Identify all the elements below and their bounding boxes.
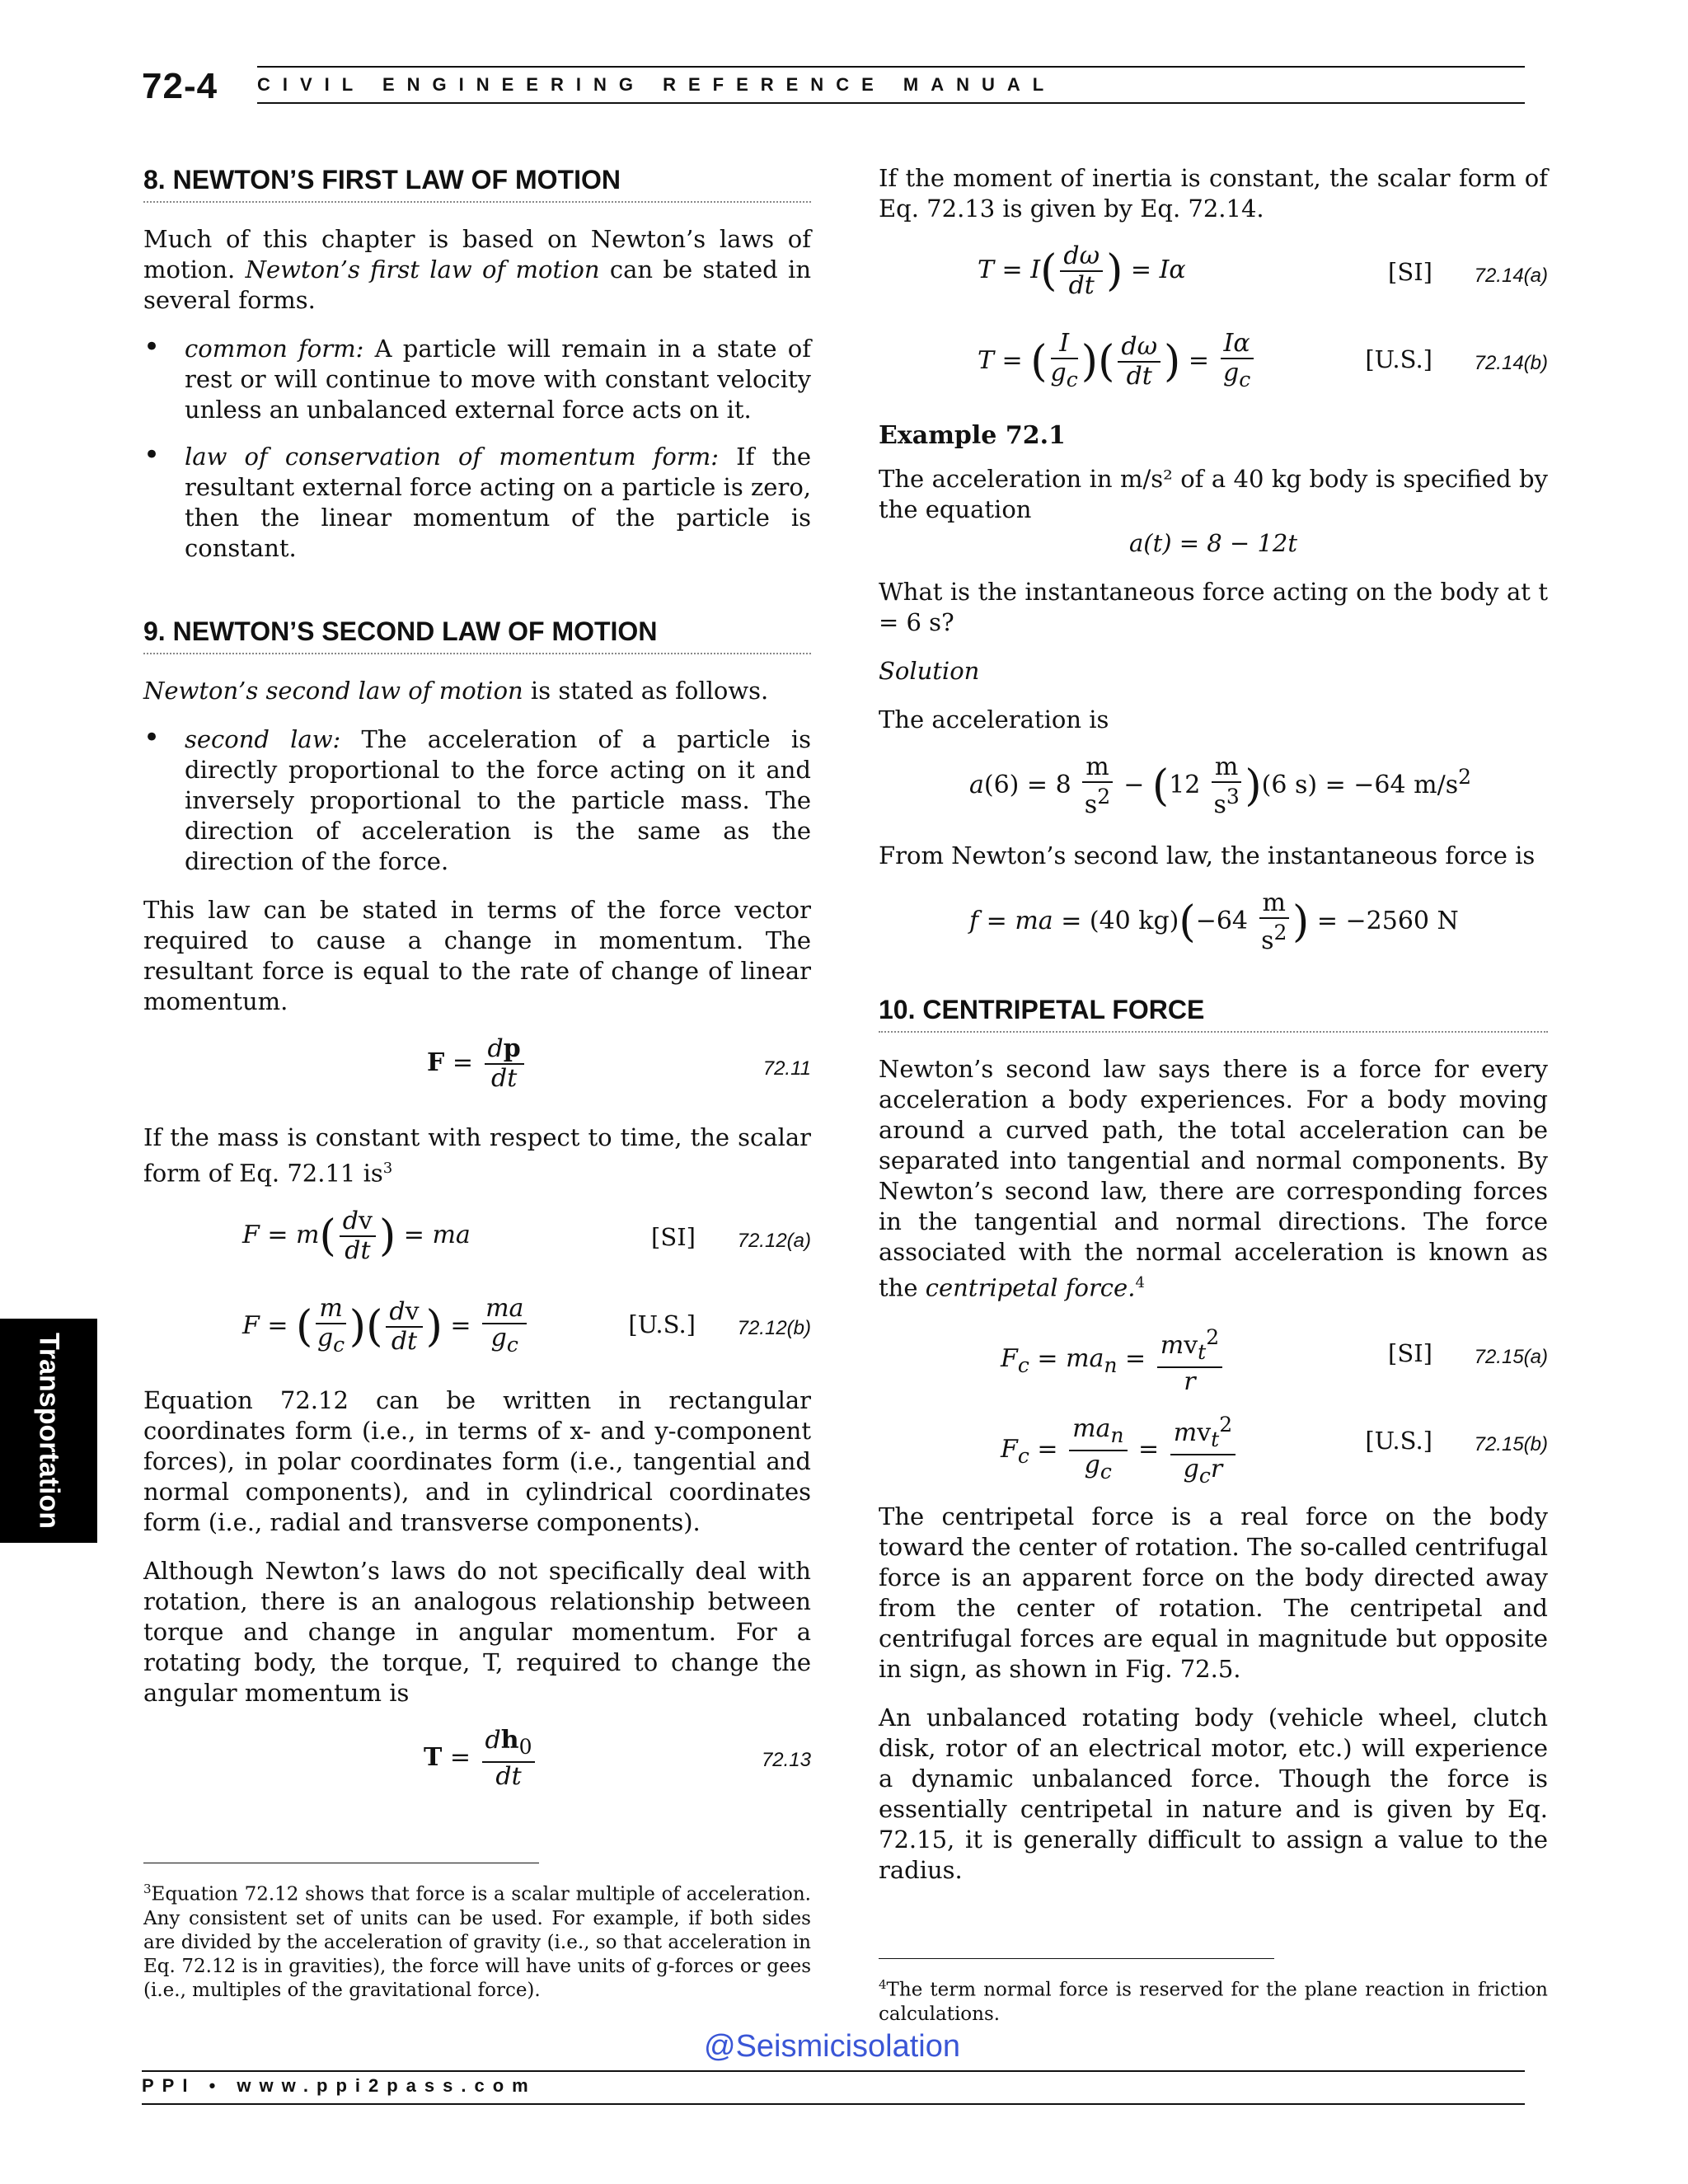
example-paragraph: The acceleration in m/s² of a 40 kg body is specified by the equation (879, 465, 1548, 523)
unit-label: [U.S.] (1365, 345, 1432, 373)
acceleration-equation: a(t) = 8 − 12t (1128, 529, 1298, 557)
footnote-3: $^3$Equation 72.12 shows that force is a scalar multiple of acceleration. Any consistent set of units can be used. For example, if both sides are divided by the acceleration of gravity (i.e., so that acceleration in Eq. 72.12 is in gravities), the force will have units of g-forces or gees (i.e., multiples of the gravitational force). (143, 1882, 811, 2001)
first-law-list (143, 334, 811, 564)
question-paragraph: What is the instantaneous force acting on the body at t = 6 s? (879, 578, 1548, 636)
equation-72-15a: $F_c = ma_n$ = $\frac{mv_t^2}{r}$ [SI] 72.15(a) (1001, 1324, 1548, 1396)
equation-number: 72.14(b) (1474, 352, 1548, 374)
unit-label: [SI] (1388, 258, 1432, 286)
equation-number: 72.14(a) (1474, 265, 1548, 287)
newton-paragraph: From Newton’s second law, the instantaneous force is (879, 841, 1536, 869)
watermark: @Seismicisolation (704, 2029, 961, 2064)
unit-label: [SI] (1388, 1338, 1432, 1367)
acceleration-at-6-equation: a(6) = 8 $\frac{m}{s^2}$ − (12 $\frac{m}{s^3}$ )(6 s) = −64 $m/s^2$ (969, 752, 1471, 819)
unit-label: [U.S.] (1365, 1426, 1432, 1455)
footer-text: PPI • www.ppi2pass.com (142, 2075, 537, 2096)
example-title: Example 72.1 (879, 421, 1066, 450)
right-column (879, 163, 1548, 1904)
list-item: • common form: A particle will remain in a state of rest or will continue to move with constant velocity unless an unbalanced external force acts on it. (143, 334, 811, 425)
running-title: CIVIL ENGINEERING REFERENCE MANUAL (257, 74, 1057, 95)
section-9-intro: Newton’s second law of motion is stated as follows. (143, 677, 769, 705)
equation-72-14b: T = ( $\frac{I}{g_c}$ )( $\frac{d\omega}{dt}$ ) = $\frac{I\alpha}{g_c}$ [U.S.] 72.14(b) (978, 329, 1548, 391)
section-8-heading: 8. NEWTON’S FIRST LAW OF MOTION (143, 163, 811, 203)
real-force-paragraph: The centripetal force is a real force on the body toward the center of rotation. The so-called centrifugal force is an apparent force on the body directed away from the center of rotation. The centripetal and centrifugal forces are equal in magnitude but opposite in sign, as shown in Fig. 72.5. (879, 1502, 1548, 1683)
section-side-tab (0, 1319, 97, 1543)
unit-label: [SI] (651, 1222, 696, 1251)
force-vector-paragraph: This law can be stated in terms of the force vector required to cause a change in momentum. The resultant force is equal to the rate of change of linear momentum. (143, 896, 811, 1015)
left-column (143, 163, 811, 1814)
rotation-paragraph: Although Newton’s laws do not specifically deal with rotation, there is an analogous relationship between torque and change in angular momentum. For a rotating body, the torque, T, required to change the angular momentum is (143, 1556, 811, 1707)
page-footer (142, 2070, 1525, 2103)
centripetal-paragraph: Newton’s second law says there is a force for every acceleration a body experiences. For a body moving around a curved path, the total acceleration can be separated into tangential and normal components. By Newton’s second law, there are corresponding forces in the tangential and normal directions. The force associated with the normal acceleration is known as the centripetal force.$^4$ (879, 1055, 1548, 1302)
equation-72-12b: F = ( $\frac{m}{g_c}$ )( $\frac{dv}{dt}$ ) = $\frac{ma}{g_c}$ [U.S.] 72.12(b) (242, 1293, 811, 1357)
equation-72-12a: F = m( $\frac{dv}{dt}$ ) = ma [SI] 72.12(a) (242, 1206, 811, 1265)
equation-number: 72.12(a) (737, 1229, 811, 1252)
unit-label: [U.S.] (628, 1310, 696, 1338)
equation-number: 72.15(b) (1474, 1432, 1548, 1455)
page-number: 72-4 (142, 66, 218, 106)
acceleration-paragraph: The acceleration is (879, 705, 1109, 733)
rectangular-paragraph: Equation 72.12 can be written in rectangular coordinates form (i.e., in terms of x- and y-component forces), in polar coordinates form (i.e., tangential and normal components), and in cylindrical coordinates form (i.e., radial and transverse components). (143, 1385, 811, 1536)
list-item: • second law: The acceleration of a particle is directly proportional to the force acting on it and inversely proportional to the particle mass. The direction of acceleration is the same as the direction of the force. (143, 724, 811, 877)
solution-label: Solution (879, 657, 980, 685)
section-9-heading: 9. NEWTON’S SECOND LAW OF MOTION (143, 615, 811, 654)
equation-number: 72.15(a) (1474, 1345, 1548, 1368)
inertia-paragraph: If the moment of inertia is constant, the scalar form of Eq. 72.13 is given by Eq. 72.14. (879, 164, 1548, 223)
unbalanced-paragraph: An unbalanced rotating body (vehicle wheel, clutch disk, rotor of an electrical motor, etc.) will experience a dynamic unbalanced force. Though the force is essentially centripetal in nature and is given by Eq. 72.15, it is generally difficult to assign a value to the radius. (879, 1703, 1548, 1884)
section-10-heading: 10. CENTRIPETAL FORCE (879, 993, 1548, 1033)
force-equation: f = ma = (40 kg)(−64 $\frac{m}{s^2}$ ) = −2560 N (969, 888, 1459, 955)
equation-72-15b: $F_c$ = $\frac{ma_n}{g_c}$ = $\frac{mv_t^2}{g_cr}$ [U.S.] 72.15(b) (1001, 1412, 1548, 1488)
equation-72-13: T = $\frac{dh_0}{dt}$ 72.13 (424, 1725, 811, 1791)
mass-constant-paragraph: If the mass is constant with respect to time, the scalar form of Eq. 72.11 $is^3$ (143, 1123, 811, 1188)
equation-72-11: F = $\frac{dp}{dt}$ 72.11 (427, 1034, 811, 1093)
page-header (142, 66, 1525, 115)
footnote-4: $^4$The term normal force is reserved for the plane reaction in friction calculations. (879, 1977, 1548, 2025)
list-item: • law of conservation of momentum form: If the resultant external force acting on a particle is zero, then the linear momentum of the particle is constant. (143, 442, 811, 564)
side-tab-label: Transportation (33, 1332, 65, 1530)
equation-number: 72.13 (761, 1748, 811, 1771)
equation-72-14a: T = I( $\frac{d\omega}{dt}$ ) = Iα [SI] 72.14(a) (978, 241, 1548, 300)
second-law-list (143, 724, 811, 877)
section-8-intro: Much of this chapter is based on Newton’s laws of motion. Newton’s first law of motion can be stated in several forms. (143, 225, 811, 314)
equation-number: 72.12(b) (737, 1316, 811, 1339)
equation-number: 72.11 (762, 1057, 811, 1080)
